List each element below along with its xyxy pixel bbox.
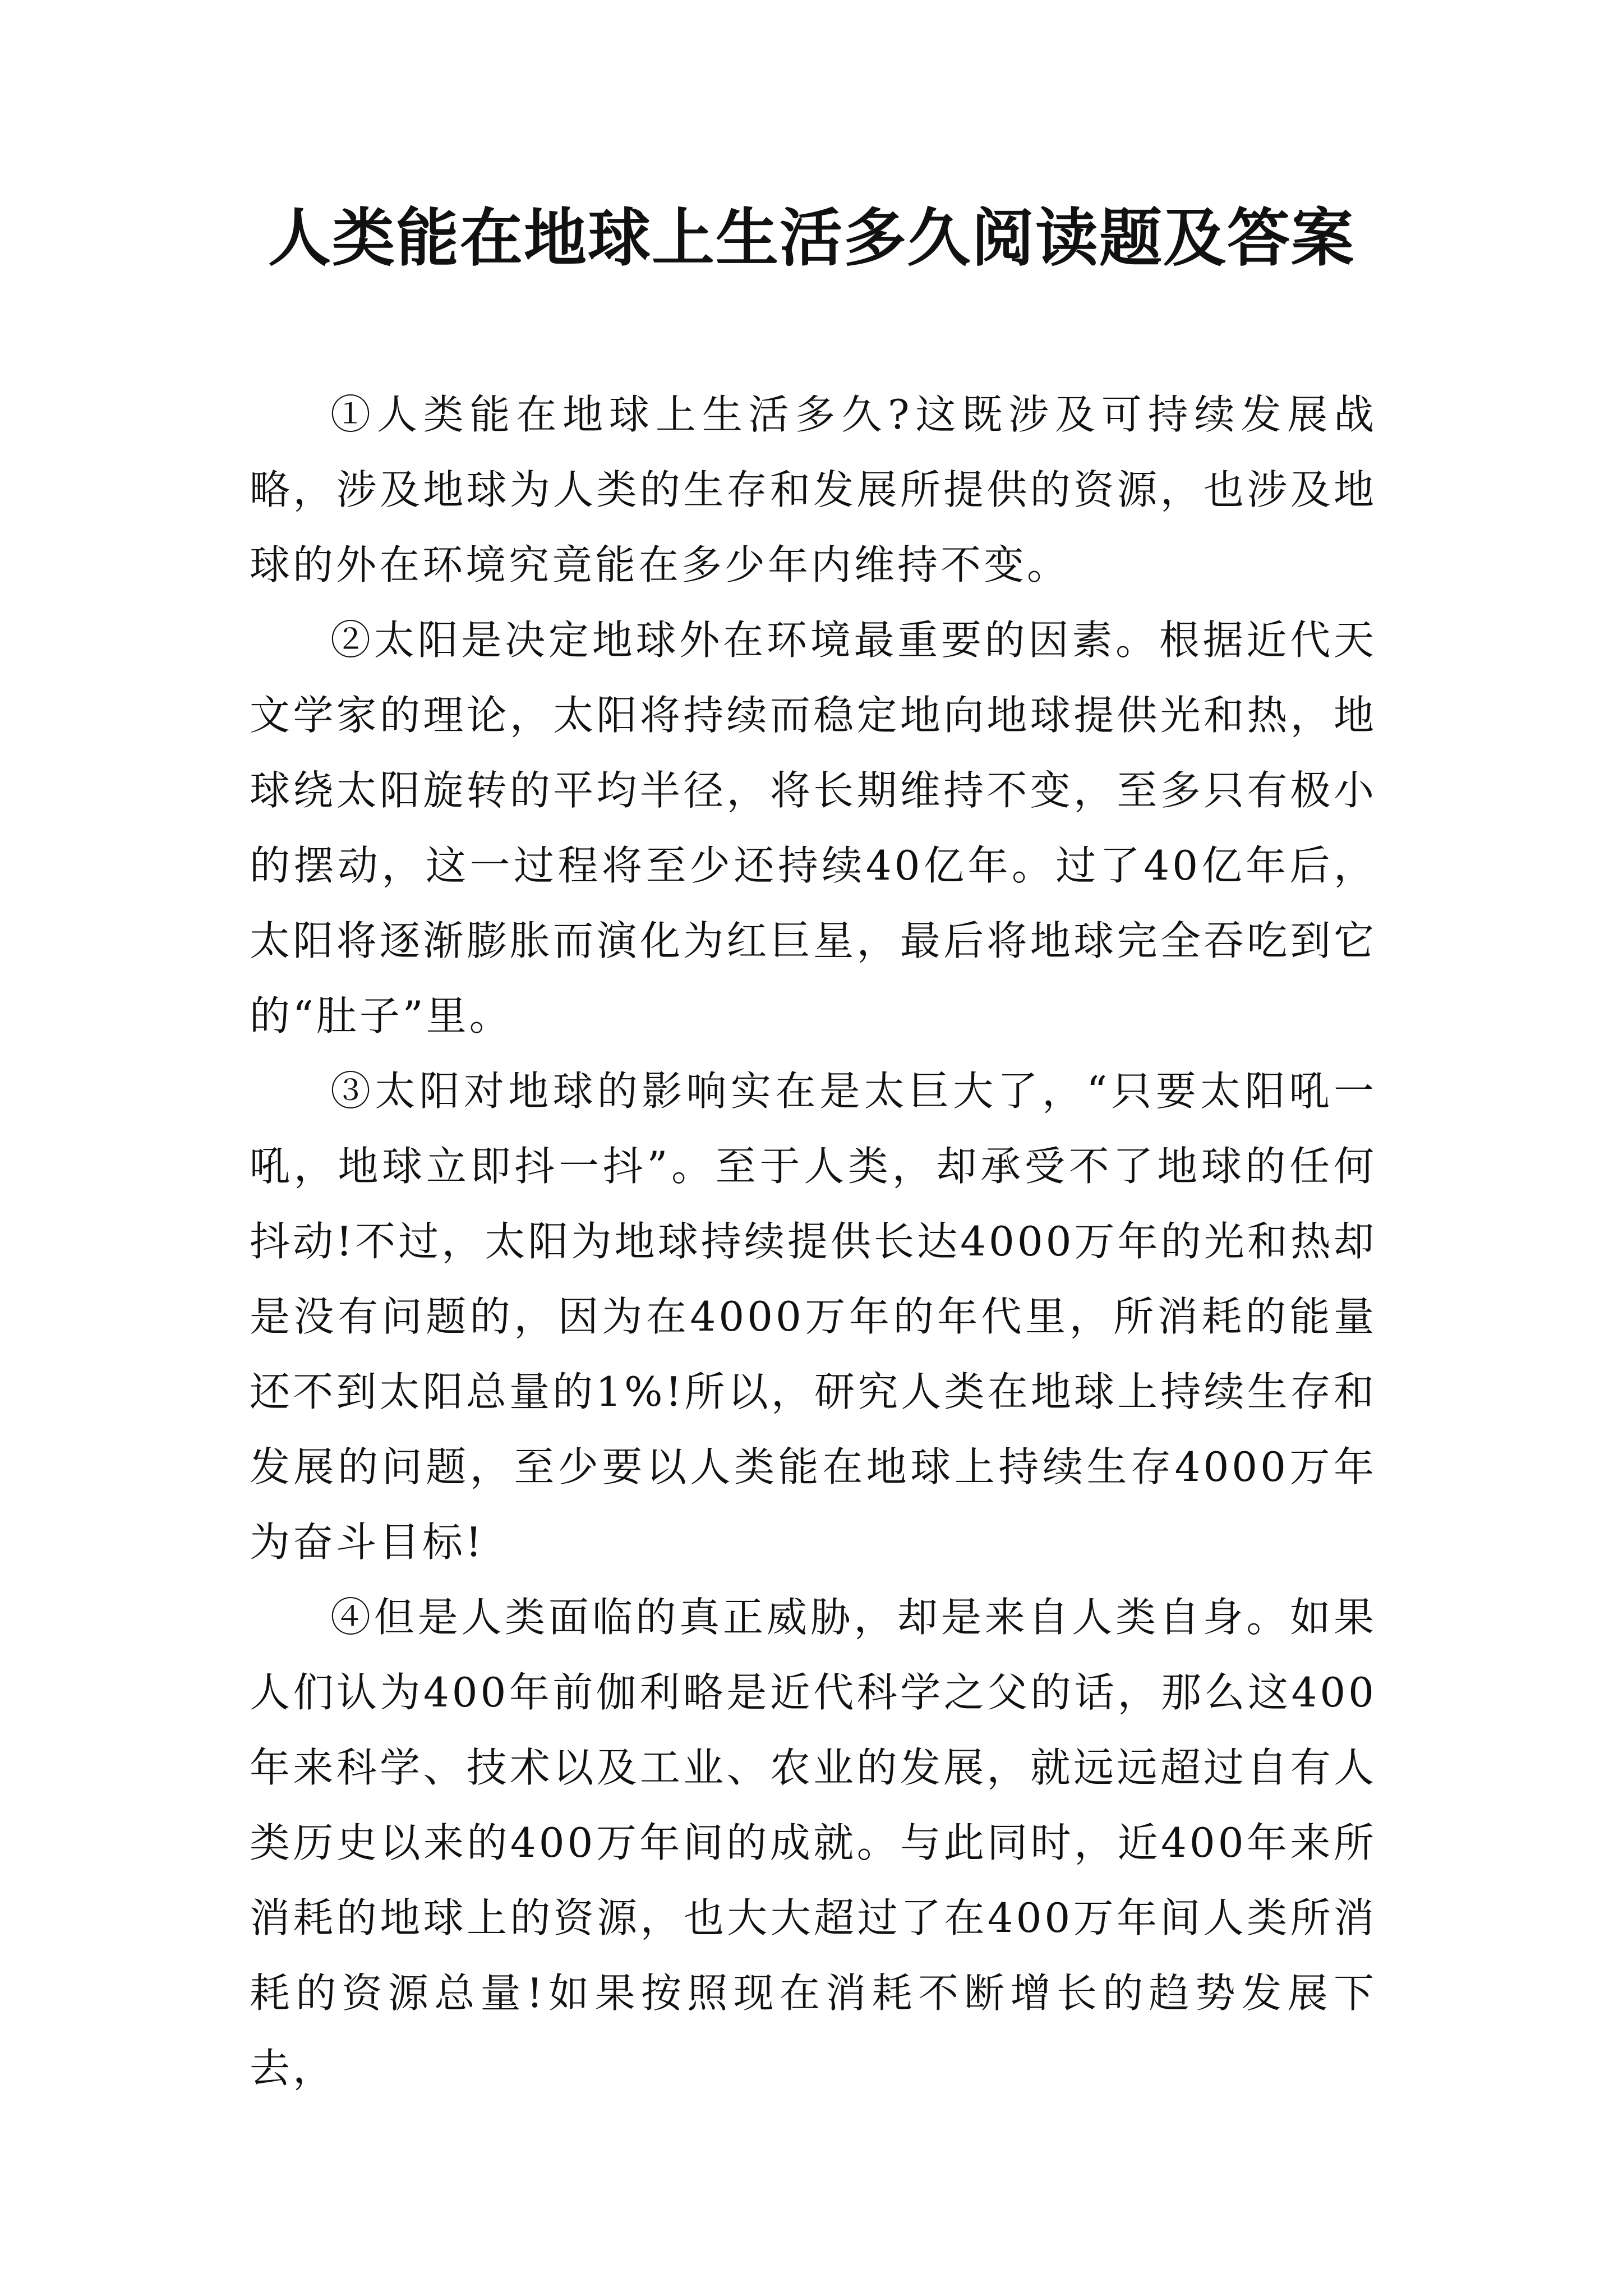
paragraph-2: ②太阳是决定地球外在环境最重要的因素。根据近代天文学家的理论，太阳将持续而稳定地向地球提供光和热，地球绕太阳旋转的平均半径，将长期维持不变，至多只有极小的摆动，这一过程将至少还持续40亿年。过了40亿年后，太阳将逐渐膨胀而演化为红巨星，最后将地球完全吞吃到它的“肚子”里。 — [250, 616, 1377, 1039]
paragraph-1: ①人类能在地球上生活多久?这既涉及可持续发展战略，涉及地球为人类的生存和发展所提供的资源，也涉及地球的外在环境究竟能在多少年内维持不变。 — [250, 391, 1377, 588]
paragraph-3: ③太阳对地球的影响实在是太巨大了，“只要太阳吼一吼，地球立即抖一抖”。至于人类，却承受不了地球的任何抖动!不过，太阳为地球持续提供长达4000万年的光和热却是没有问题的，因为在4000万年的年代里，所消耗的能量还不到太阳总量的1%!所以，研究人类在地球上持续生存和发展的问题，至少要以人类能在地球上持续生存4000万年为奋斗目标! — [250, 1068, 1377, 1566]
paragraph-4: ④但是人类面临的真正威胁，却是来自人类自身。如果人们认为400年前伽利略是近代科学之父的话，那么这400年来科学、技术以及工业、农业的发展，就远远超过自有人类历史以来的400万年间的成就。与此同时，近400年来所消耗的地球上的资源，也大大超过了在400万年间人类所消耗的资源总量!如果按照现在消耗不断增长的趋势发展下去， — [250, 1594, 1377, 2092]
document-title: 人类能在地球上生活多久阅读题及答案 — [268, 201, 1355, 275]
document-body — [250, 377, 1377, 2106]
